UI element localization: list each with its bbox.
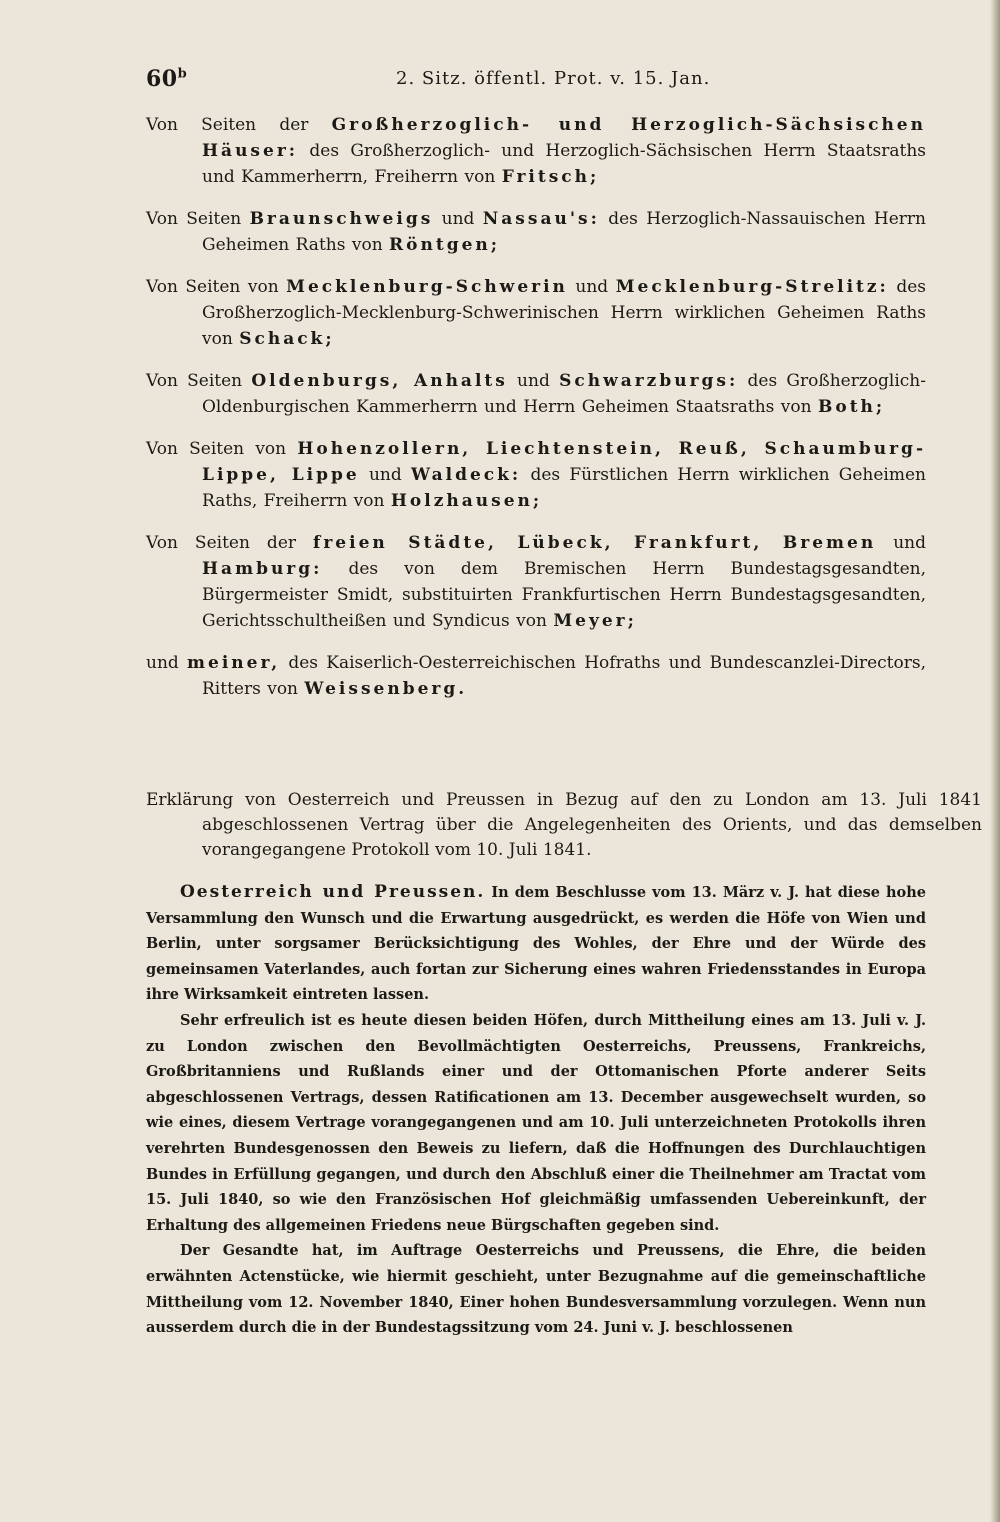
page-number-value: 60 (146, 66, 178, 92)
entry-prefix: Von Seiten der (146, 533, 314, 553)
delegate-entry (146, 274, 926, 352)
delegate-entry (146, 112, 926, 190)
entry-states: Schwarzburgs: (559, 371, 739, 391)
paragraph-text: In dem Beschlusse vom 13. März v. J. hat diese hohe Versammlung den Wunsch und die Erwartung ausgedrückt, es werden die Höfe von Wien und Berlin, unter sorgsamer Berücksichtigung des Wohles, der Ehre und der Würde des gemeinsamen Vaterlandes, auch fortan zur Sicherung eines wahren Friedensstandes in Europa ihre Wirksamkeit eintreten lassen. (146, 884, 926, 1004)
section-title: Erklärung von Oesterreich und Preussen in Bezug auf den zu London am 13. Juli 1841 abgeschlossenen Vertrag über die Angelegenheiten des Orients, und das demselben vorangegangene Protokoll vom 10. Juli 1841. (146, 790, 982, 860)
entry-prefix: Von Seiten (146, 209, 250, 229)
body-text (146, 880, 926, 1341)
entry-conjunction: und (567, 277, 616, 297)
paragraph: Der Gesandte hat, im Auftrage Oesterreichs und Preussens, die Ehre, die beiden erwähnten Actenstücke, wie hiermit geschieht, unter Bezugnahme auf die gemeinschaftliche Mittheilung vom 12. November 1840, Einer hohen Bundesversammlung vorzulegen. Wenn nun ausserdem durch die in der Bundestagssitzung vom 24. Juni v. J. beschlossenen (146, 1242, 926, 1337)
entry-text: des Kaiserlich-Oesterreichischen Hofraths und Bundescanzlei-Directors, Ritters von (202, 653, 926, 699)
entry-name: Röntgen; (389, 235, 501, 255)
entry-prefix: und (146, 653, 188, 673)
entry-conjunction: und (507, 371, 560, 391)
delegate-entry (146, 530, 926, 634)
entry-conjunction: und (876, 533, 926, 553)
entry-states: Braunschweigs (249, 209, 434, 229)
paragraph (146, 880, 926, 1008)
entry-states: Großherzoglich- und Herzoglich-Sächsischen Häuser: (202, 115, 926, 161)
entry-states: Mecklenburg-Schwerin (286, 277, 568, 297)
entry-name: Schack; (239, 329, 335, 349)
entry-states: freien Städte, Lübeck, Frankfurt, Bremen (313, 533, 877, 553)
running-title: 2. Sitz. öffentl. Prot. v. 15. Jan. (396, 68, 711, 89)
entry-text: des Großherzoglich-Oldenburgischen Kammerherrn und Herrn Geheimen Staatsraths von (202, 371, 926, 417)
page-number (146, 66, 187, 92)
entry-text: des Herzoglich-Nassauischen Herrn Geheimen Raths von (202, 209, 926, 255)
entry-text: des von dem Bremischen Herrn Bundestagsgesandten, Bürgermeister Smidt, substituirten Frankfurtischen Herrn Bundestagsgesandten, Gerichtsschultheißen und Syndicus von (202, 559, 926, 631)
entry-name: Weissenberg. (304, 679, 468, 699)
entry-states: Oldenburgs, Anhalts (251, 371, 508, 391)
entry-conjunction: und (433, 209, 483, 229)
entry-name: Fritsch; (501, 167, 600, 187)
delegate-entry (146, 650, 926, 702)
entry-prefix: Von Seiten (146, 371, 252, 391)
entry-prefix: Von Seiten von (146, 439, 298, 459)
lead-name: Oesterreich und Preussen. (180, 882, 486, 902)
entry-states: Nassau's: (482, 209, 600, 229)
delegate-entry (146, 436, 926, 514)
entry-prefix: Von Seiten von (146, 277, 287, 297)
entry-text: des Fürstlichen Herrn wirklichen Geheimen Raths, Freiherrn von (202, 465, 926, 511)
entry-states: Mecklenburg-Strelitz: (615, 277, 889, 297)
entry-text: des Großherzoglich-Mecklenburg-Schwerinischen Herrn wirklichen Geheimen Raths von (202, 277, 927, 349)
entry-states: Hohenzollern, Liechtenstein, Reuß, Schaumburg-Lippe, Lippe (202, 439, 926, 485)
entry-conjunction: und (359, 465, 411, 485)
entry-text: des Großherzoglich- und Herzoglich-Sächsischen Herrn Staatsraths und Kammerherrn, Freiherrn von (202, 141, 926, 187)
entry-prefix: Von Seiten der (146, 115, 332, 135)
entry-name: Holzhausen; (390, 491, 543, 511)
paragraph: Sehr erfreulich ist es heute diesen beiden Höfen, durch Mittheilung eines am 13. Juli v. J. zu London zwischen den Bevollmächtigten Oesterreichs, Preussens, Frankreichs, Großbritanniens und Rußlands einer und der Ottomanischen Pforte anderer Seits abgeschlossenen Vertrags, dessen Ratificationen am 13. December ausgewechselt wurden, so wie eines, diesem Vertrage vorangegangenen und am 10. Juli unterzeichneten Protokolls ihren verehrten Bundesgenossen den Beweis zu liefern, daß die Hoffnungen des Durchlauchtigen Bundes in Erfüllung gegangen, und durch den Abschluß einer die Theilnehmer am Tractat vom 15. Juli 1840, so wie den Französischen Hof gleichmäßig umfassenden Uebereinkunft, der Erhaltung des allgemeinen Friedens neue Bürgschaften gegeben sind. (146, 1011, 926, 1234)
delegate-entry (146, 206, 926, 258)
delegate-list (146, 112, 926, 718)
page-header (146, 66, 926, 100)
entry-name: Meyer; (553, 611, 637, 631)
page-edge-shadow (990, 0, 1000, 1522)
entry-states: Hamburg: (202, 559, 323, 579)
delegate-entry (146, 368, 926, 420)
entry-states: Waldeck: (411, 465, 522, 485)
entry-name: Both; (818, 397, 886, 417)
entry-states: meiner, (187, 653, 281, 673)
page-number-suffix: b (177, 66, 188, 82)
